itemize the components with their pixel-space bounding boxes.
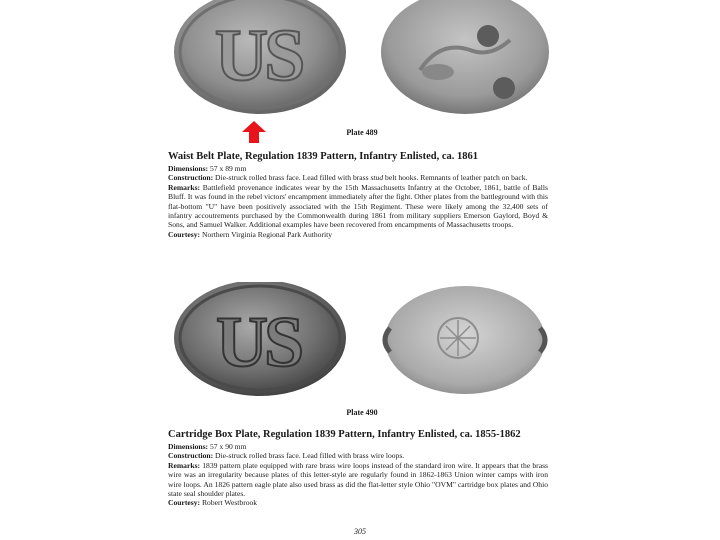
- plate-490-front-photo: [172, 282, 348, 398]
- plate-490-letters: US: [215, 302, 301, 382]
- plate-489-dimensions: Dimensions: 57 x 89 mm: [168, 164, 247, 173]
- plate-489-caption: Plate 489: [346, 128, 378, 137]
- plate-490-caption: Plate 490: [346, 408, 378, 417]
- page-number: 305: [354, 527, 366, 536]
- plate-489-remarks: Remarks: Battlefield provenance indicates wear by the 15th Massachusetts Infantry at the October, 1861, battle of Balls Bluff. It was found in the rebel victors' encampment immediately after the fight. Other plates from the battleground with this flat-bottom "U" have been positively associated with the 15th Regiment. These were likely among the 32,400 sets of infantry accoutrements purchased by the Commonwealth during 1861 from military suppliers Emerson Gaylord, Boyd & Sons, and Samuel Walker. Additional examples have been recovered from encampments of Massachusetts troops.: [168, 182, 548, 230]
- plate-489-courtesy: Courtesy: Northern Virginia Regional Park Authority: [168, 229, 332, 239]
- plate-490-dimensions: Dimensions: 57 x 90 mm: [168, 442, 247, 451]
- plate-490-courtesy: Courtesy: Robert Westbrook: [168, 498, 258, 508]
- plate-489-front-photo: [172, 0, 348, 116]
- stud-hook-icon: [493, 77, 515, 99]
- plate-489-title: Waist Belt Plate, Regulation 1839 Pattern, Infantry Enlisted, ca. 1861: [168, 151, 479, 162]
- stud-hook-icon: [477, 25, 499, 47]
- arrow-up-icon: [242, 121, 266, 143]
- plate-490-title: Cartridge Box Plate, Regulation 1839 Pattern, Infantry Enlisted, ca. 1855-1862: [168, 429, 521, 440]
- plate-490-remarks: Remarks: 1839 pattern plate equipped with rare brass wire loops instead of the standard iron wire. It appears that the brass wire was an irregularity because plates of this letter-style are regularly found in 1862-1863 Union winter camps with iron wire loops. An 1826 pattern eagle plate also used brass as did the flat-letter style Ohio "OVM" cartridge box plates and Ohio state seal shoulder plates.: [168, 460, 548, 499]
- plate-489-entry: [168, 151, 548, 239]
- plate-490-back-photo: [380, 284, 550, 396]
- plate-489-letters: US: [214, 15, 302, 97]
- plate-489-construction: Construction: Die-struck rolled brass face. Lead filled with brass stud belt hooks. Remnants of leather patch on back.: [168, 173, 528, 183]
- plate-490-entry: [168, 429, 548, 508]
- plate-489-back-photo: [380, 0, 550, 116]
- plate-490-construction: Construction: Die-struck rolled brass face. Lead filled with brass wire loops.: [168, 451, 405, 461]
